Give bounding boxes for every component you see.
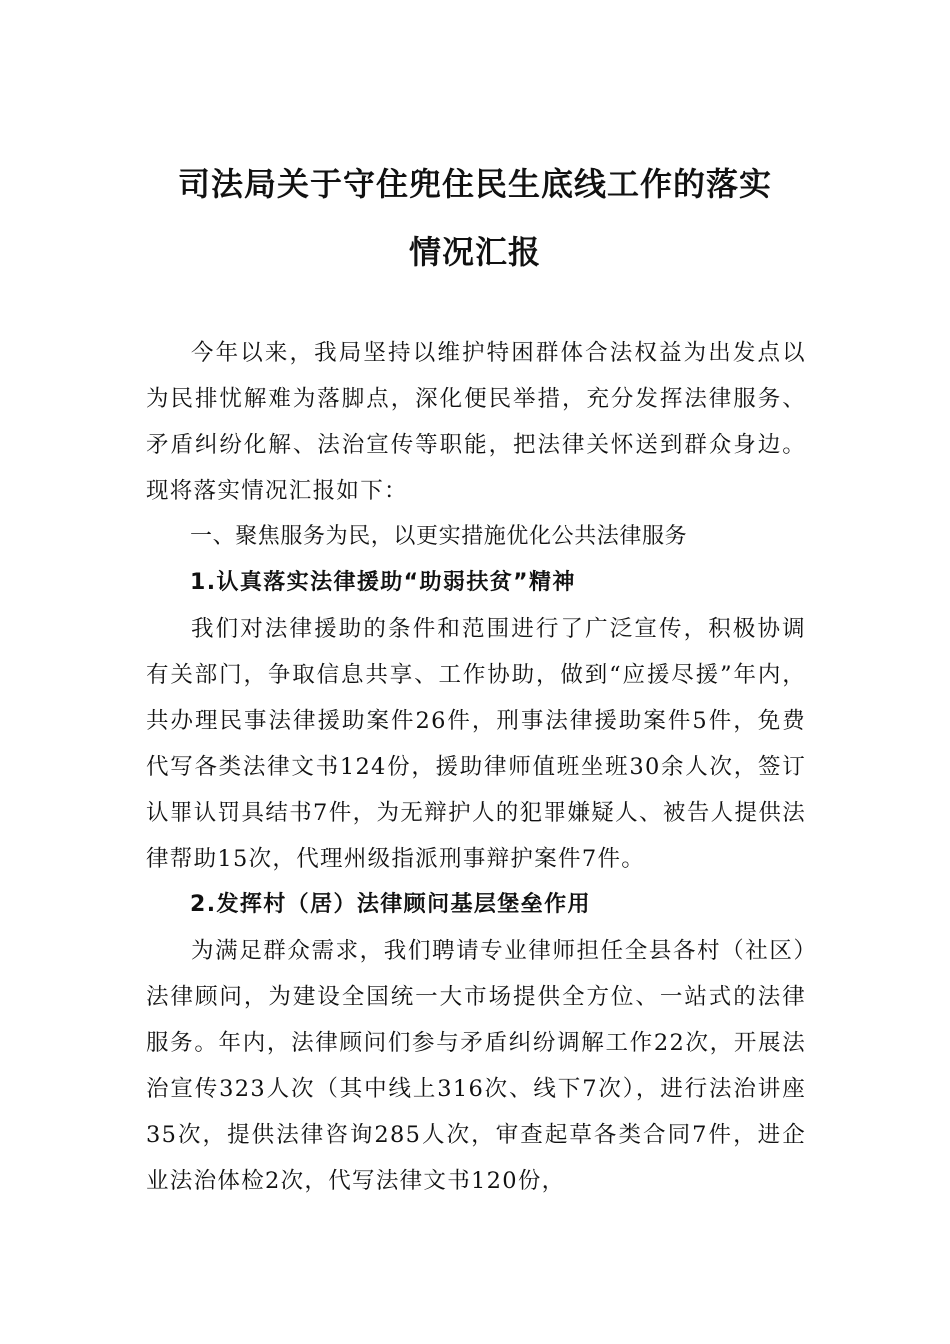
document-body	[146, 330, 806, 1204]
subsection-1-heading: 1.认真落实法律援助“助弱扶贫”精神	[190, 570, 576, 595]
subsection-1-paragraph: 我们对法律援助的条件和范围进行了广泛宣传，积极协调有关部门，争取信息共享、工作协助，做到“应援尽援”年内，共办理民事法律援助案件26件，刑事法律援助案件5件，免费代写各类法律文书124份，援助律师值班坐班30余人次，签订认罪认罚具结书7件，为无辩护人的犯罪嫌疑人、被告人提供法律帮助15次，代理州级指派刑事辩护案件7件。	[146, 616, 806, 872]
document-title-line-2: 情况汇报	[408, 233, 541, 271]
subsection-2-heading: 2.发挥村（居）法律顾问基层堡垒作用	[190, 892, 591, 917]
intro-paragraph: 今年以来，我局坚持以维护特困群体合法权益为出发点以为民排忧解难为落脚点，深化便民举措，充分发挥法律服务、矛盾纠纷化解、法治宣传等职能，把法律关怀送到群众身边。现将落实情况汇报如下：	[146, 340, 806, 504]
document-title-line-1: 司法局关于守住兜住民生底线工作的落实	[177, 165, 772, 203]
section-1-heading: 一、聚焦服务为民，以更实措施优化公共法律服务	[190, 524, 688, 549]
subsection-2-paragraph: 为满足群众需求，我们聘请专业律师担任全县各村（社区）法律顾问，为建设全国统一大市场提供全方位、一站式的法律服务。年内，法律顾问们参与矛盾纠纷调解工作22次，开展法治宣传323人次（其中线上316次、线下7次），进行法治讲座35次，提供法律咨询285人次，审查起草各类合同7件，进企业法治体检2次，代写法律文书120份，	[146, 938, 806, 1194]
